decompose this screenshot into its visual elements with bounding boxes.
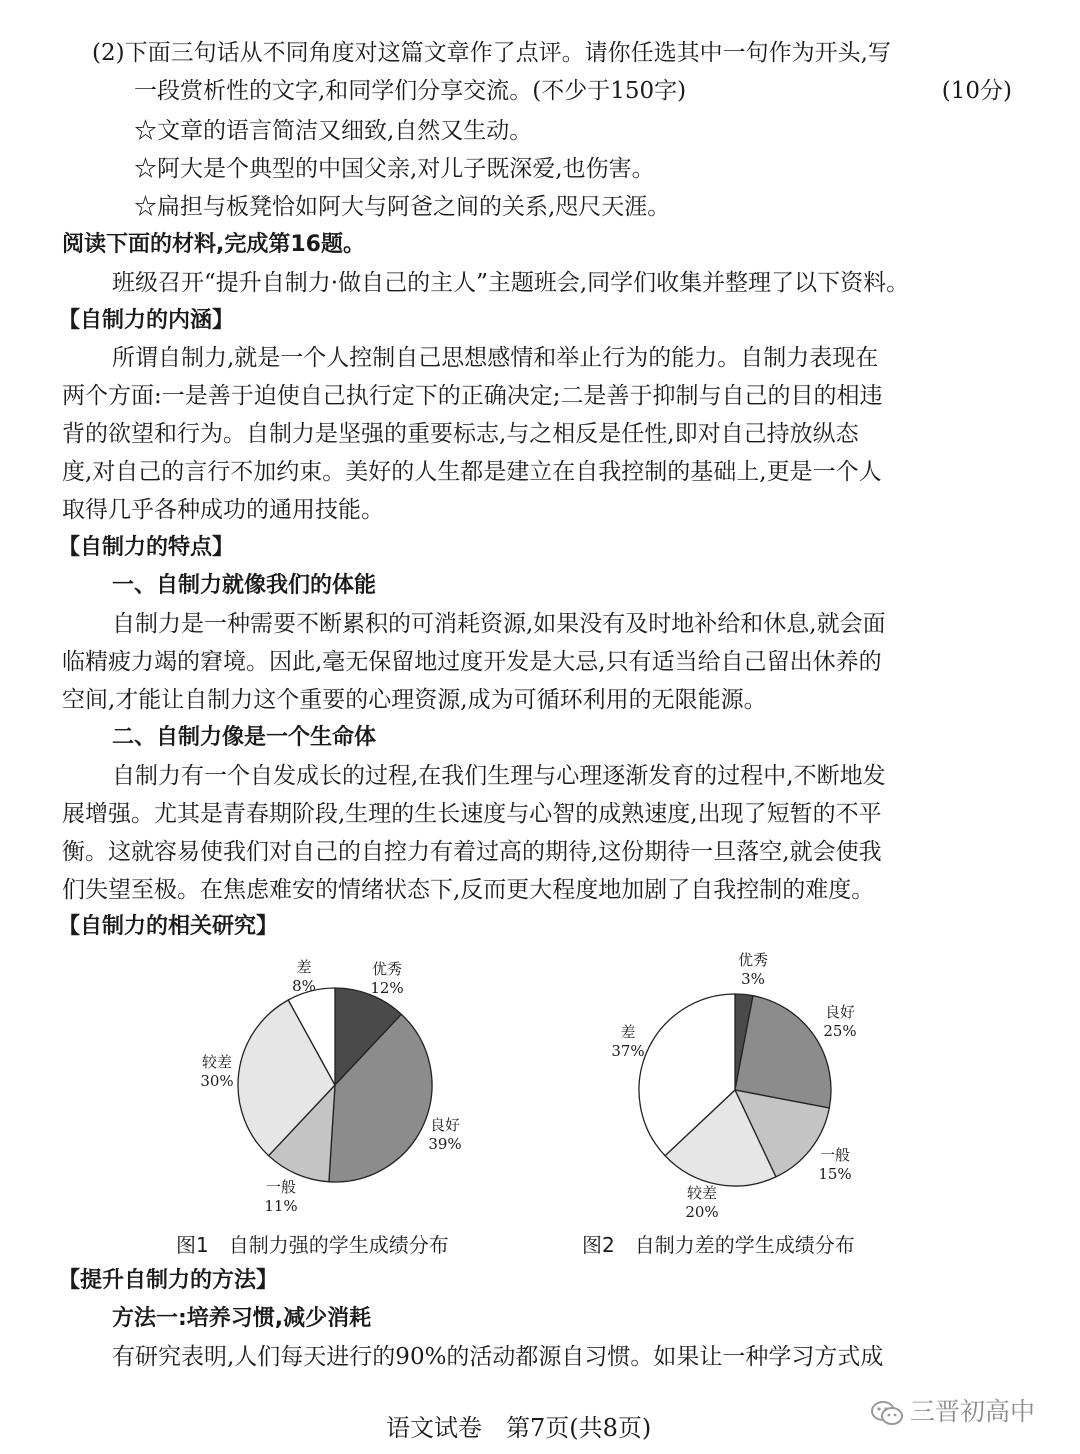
q2-option-2: ☆阿大是个典型的中国父亲,对儿子既深爱,也伤害。	[134, 156, 655, 182]
chart-caption-1: 图1 自制力强的学生成绩分布	[176, 1233, 449, 1257]
connotation-line-3: 背的欲望和行为。自制力是坚强的重要标志,与之相反是任性,即对自己持放纵态	[62, 421, 859, 447]
feature-1-line-1: 自制力是一种需要不断累积的可消耗资源,如果没有及时地补给和休息,就会面	[112, 611, 886, 637]
feature-1-title: 一、自制力就像我们的体能	[112, 573, 377, 598]
slice-value-0: 3%	[741, 970, 765, 988]
slice-label-0: 优秀	[371, 960, 403, 978]
q2-option-3: ☆扁担与板凳恰如阿大与阿爸之间的关系,咫尺天涯。	[134, 194, 671, 220]
slice-label-3: 较差	[201, 1053, 233, 1071]
section-heading-connotation: 【自制力的内涵】	[58, 308, 235, 333]
q2-prompt-text: 一段赏析性的文字,和同学们分享交流。(不少于150字)	[134, 78, 687, 104]
feature-2-title: 二、自制力像是一个生命体	[112, 725, 377, 750]
connotation-line-4: 度,对自己的言行不加约束。美好的人生都是建立在自我控制的基础上,更是一个人	[62, 459, 882, 485]
wechat-icon	[870, 1399, 904, 1427]
q2-prompt-line1: (2)下面三句话从不同角度对这篇文章作了点评。请你任选其中一句作为开头,写	[92, 40, 891, 66]
slice-value-4: 37%	[611, 1042, 645, 1060]
method-1-line: 有研究表明,人们每天进行的90%的活动都源自习惯。如果让一种学习方式成	[112, 1344, 884, 1370]
feature-2-line-3: 衡。这就容易使我们对自己的自控力有着过高的期待,这份期待一旦落空,就会使我	[62, 839, 882, 865]
feature-2-line-2: 展增强。尤其是青春期阶段,生理的生长速度与心智的成熟速度,出现了短暂的不平	[62, 801, 882, 827]
slice-label-1: 良好	[429, 1116, 461, 1134]
slice-value-0: 12%	[370, 979, 404, 997]
connotation-line-2: 两个方面:一是善于迫使自己执行定下的正确决定;二是善于抑制与自己的目的相违	[62, 383, 883, 409]
chart-caption-2: 图2 自制力差的学生成绩分布	[582, 1233, 855, 1257]
feature-2-line-1: 自制力有一个自发成长的过程,在我们生理与心理逐渐发育的过程中,不断地发	[112, 763, 886, 789]
slice-label-2: 一般	[265, 1178, 297, 1196]
q2-score: (10分)	[941, 78, 1012, 104]
section-heading-features: 【自制力的特点】	[58, 535, 235, 560]
feature-1-line-2: 临精疲力竭的窘境。因此,毫无保留地过度开发是大忌,只有适当给自己留出休养的	[62, 649, 882, 675]
q16-intro: 班级召开“提升自制力·做自己的主人”主题班会,同学们收集并整理了以下资料。	[112, 270, 910, 296]
slice-value-1: 39%	[428, 1135, 462, 1153]
slice-value-2: 11%	[264, 1197, 298, 1215]
pie-chart-strong	[180, 950, 480, 1230]
q16-instruction: 阅读下面的材料,完成第16题。	[62, 232, 365, 257]
slice-label-1: 良好	[824, 1003, 856, 1021]
slice-label-4: 差	[296, 958, 312, 976]
pie-chart-weak	[585, 945, 885, 1235]
slice-value-1: 25%	[823, 1022, 857, 1040]
feature-1-line-3: 空间,才能让自制力这个重要的心理资源,成为可循环利用的无限能源。	[62, 687, 767, 713]
section-heading-research: 【自制力的相关研究】	[58, 914, 279, 939]
watermark	[870, 1392, 1035, 1428]
q2-option-1: ☆文章的语言简洁又细致,自然又生动。	[134, 118, 533, 144]
slice-label-2: 一般	[819, 1146, 851, 1164]
slice-value-4: 8%	[292, 977, 316, 995]
slice-label-3: 较差	[686, 1184, 718, 1202]
q2-prompt-line2	[134, 76, 1080, 106]
slice-label-4: 差	[620, 1023, 636, 1041]
slice-value-3: 20%	[685, 1203, 719, 1221]
pie-slice-1	[735, 996, 831, 1108]
page-footer: 语文试卷 第7页(共8页)	[386, 1414, 652, 1442]
feature-2-line-4: 们失望至极。在焦虑难安的情绪状态下,反而更大程度地加剧了自我控制的难度。	[62, 877, 875, 903]
section-heading-methods: 【提升自制力的方法】	[58, 1268, 279, 1293]
method-1-title: 方法一:培养习惯,减少消耗	[112, 1306, 372, 1331]
connotation-line-5: 取得几乎各种成功的通用技能。	[62, 497, 384, 523]
connotation-line-1: 所谓自制力,就是一个人控制自己思想感情和举止行为的能力。自制力表现在	[112, 345, 879, 371]
watermark-text: 三晋初高中	[910, 1397, 1036, 1426]
slice-value-3: 30%	[200, 1072, 234, 1090]
slice-value-2: 15%	[818, 1165, 852, 1183]
slice-label-0: 优秀	[737, 951, 769, 969]
